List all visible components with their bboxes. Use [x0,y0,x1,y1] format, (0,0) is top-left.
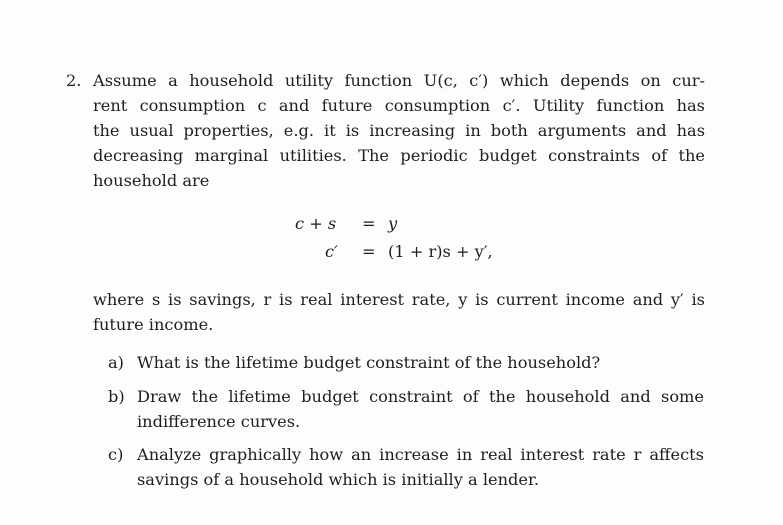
item-text: Analyze graphically how an increase in real interest rate r affects [137,445,704,464]
equation-rel: = [362,242,376,261]
item-label: b) [108,387,125,406]
equation-rel: = [362,214,376,233]
equation-lhs: c + s [295,214,337,233]
intro-line: rent consumption c and future consumption c′. Utility function has [93,96,705,115]
item-text: indifference curves. [137,412,301,431]
item-text: Draw the lifetime budget constraint of the household and some [137,387,704,406]
item-label: c) [108,445,124,464]
intro-line: the usual properties, e.g. it is increasing in both arguments and has [93,121,705,140]
intro-line: decreasing marginal utilities. The periodic budget constraints of the [93,146,705,165]
item-text: savings of a household which is initially a lender. [137,470,540,489]
item-label: a) [108,353,124,372]
intro-line: household are [93,171,210,190]
equation-rhs: y [388,214,398,233]
equation-lhs: c′ [325,242,338,261]
body-line: future income. [93,315,214,334]
equation-rhs: (1 + r)s + y′, [388,242,493,261]
item-text: What is the lifetime budget constraint of the household? [137,353,601,372]
problem-number: 2. [66,71,82,90]
intro-line: Assume a household utility function U(c, c′) which depends on cur- [93,71,705,90]
body-line: where s is savings, r is real interest rate, y is current income and y′ is [93,290,705,309]
